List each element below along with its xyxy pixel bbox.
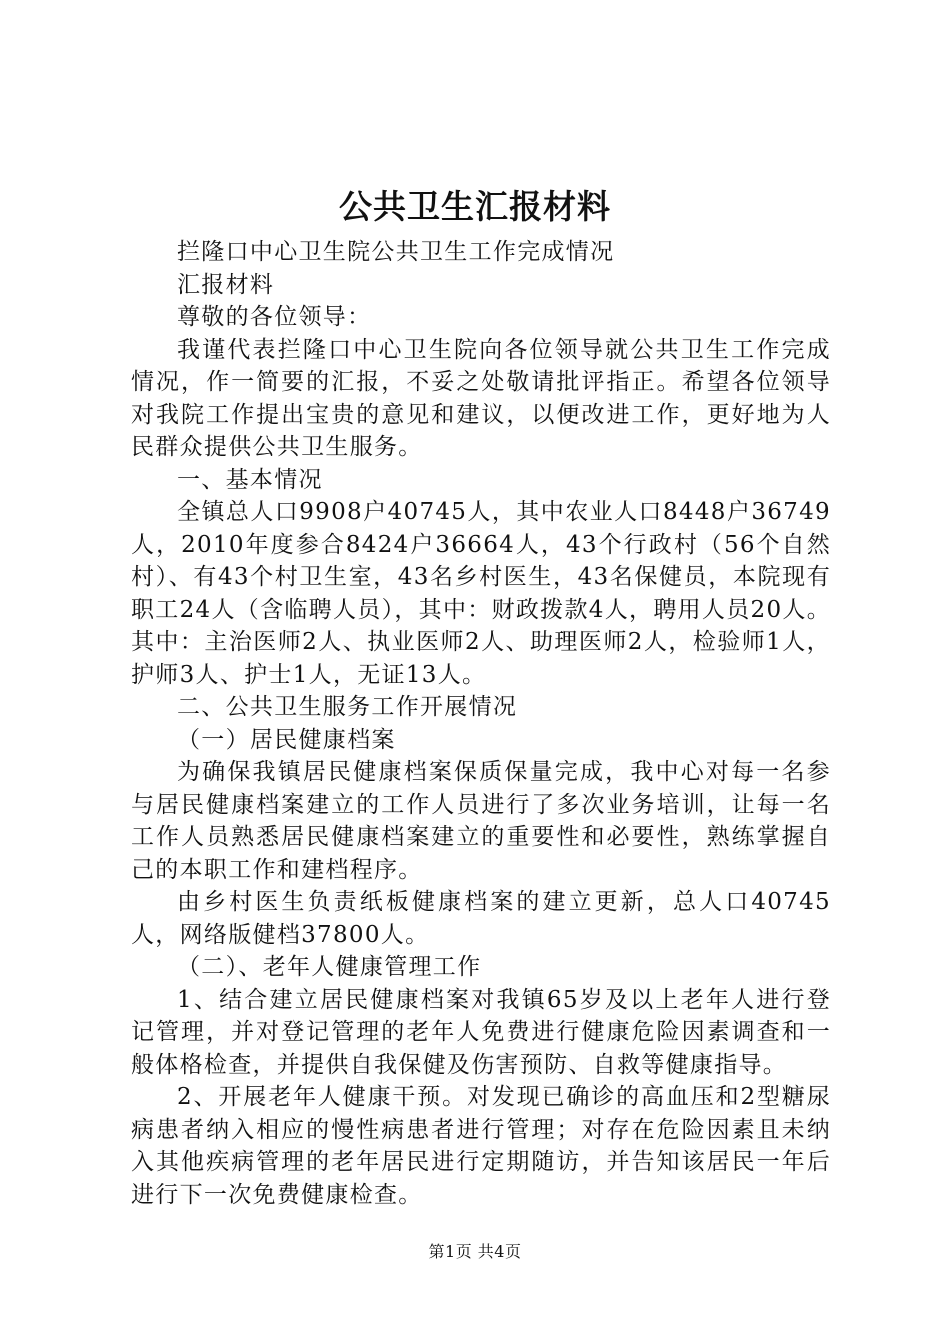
page-footer: 第1页 共4页 (428, 1242, 522, 1261)
document-body (131, 236, 831, 1211)
elderly-item-2: 2、开展老年人健康干预。对发现已确诊的高血压和2型糖尿病患者纳入相应的慢性病患者进行管理；对存在危险因素且未纳入其他疾病管理的老年居民进行定期随访，并告知该居民一年后进行下一次免费健康检查。 (131, 1084, 831, 1208)
health-records-paragraph: 为确保我镇居民健康档案保质保量完成，我中心对每一名参与居民健康档案建立的工作人员进行了多次业务培训，让每一名工作人员熟悉居民健康档案建立的重要性和必要性，熟练掌握自己的本职工作和建档程序。 (131, 759, 831, 883)
section-heading-basic: 一、基本情况 (177, 466, 323, 493)
salutation: 尊敬的各位领导： (177, 304, 372, 330)
basic-info-paragraph: 全镇总人口9908户40745人，其中农业人口8448户36749人，2010年度参合8424户36664人，43个行政村（56个自然村）、有43个村卫生室，43名乡村医生，43名保健员，本院现有职工24人（含临聘人员），其中：财政拨款4人，聘用人员20人。其中：主治医师2人、执业医师2人、助理医师2人，检验师1人，护师3人、护士1人，无证13人。 (131, 499, 831, 688)
subsection-heading-health-records: （一）居民健康档案 (177, 726, 396, 753)
intro-paragraph: 我谨代表拦隆口中心卫生院向各位领导就公共卫生工作完成情况，作一简要的汇报，不妥之处敬请批评指正。希望各位领导对我院工作提出宝贵的意见和建议，以便改进工作，更好地为人民群众提供公共卫生服务。 (131, 336, 831, 460)
subsection-heading-elderly: （二）、老年人健康管理工作 (177, 954, 482, 980)
subtitle-line-2: 汇报材料 (177, 271, 275, 298)
section-heading-services: 二、公共卫生服务工作开展情况 (177, 694, 518, 720)
elderly-item-1: 1、结合建立居民健康档案对我镇65岁及以上老年人进行登记管理，并对登记管理的老年人免费进行健康危险因素调查和一般体格检查，并提供自我保健及伤害预防、自救等健康指导。 (131, 986, 831, 1078)
subtitle-line-1: 拦隆口中心卫生院公共卫生工作完成情况 (177, 239, 615, 265)
health-records-stats-paragraph: 由乡村医生负责纸板健康档案的建立更新，总人口40745人，网络版健档37800人。 (131, 889, 831, 948)
document-title: 公共卫生汇报材料 (339, 187, 611, 226)
